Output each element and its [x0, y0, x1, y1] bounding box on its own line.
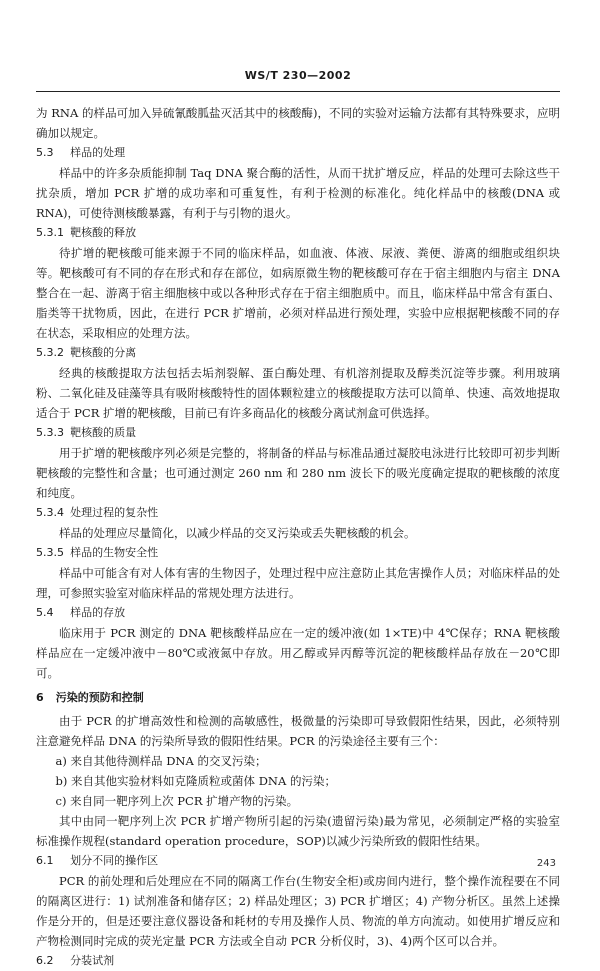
- section-title: 分装试剂: [70, 954, 115, 967]
- section-5-3-3-heading: [36, 423, 560, 443]
- section-title: 靶核酸的质量: [70, 426, 137, 439]
- section-title: 处理过程的复杂性: [70, 506, 159, 519]
- intro-paragraph: 为 RNA 的样品可加入异硫氰酸胍盐灭活其中的核酸酶)，不同的实验对运输方法都有其特殊要求，应明确加以规定。: [36, 106, 560, 140]
- section-5-3-1-heading: [36, 223, 560, 243]
- section-title: 靶核酸的分离: [70, 346, 137, 359]
- section-number: 5.3.2: [36, 346, 64, 359]
- section-5-3-4-heading: [36, 503, 560, 523]
- section-6-paragraph-2: 其中由同一靶序列上次 PCR 扩增产物所引起的污染(遗留污染)最为常见，必须制定严格的实验室标准操作规程(standard operation procedure，SOP)以减少污染所致的假阳性结果。: [36, 814, 560, 848]
- section-number: 6.2: [36, 954, 54, 967]
- section-title: 样品的处理: [70, 146, 126, 159]
- list-item: b) 来自其他实验材料如克隆质粒或菌体 DNA 的污染；: [55, 774, 336, 788]
- section-number: 5.3.4: [36, 506, 64, 519]
- list-item: c) 来自同一靶序列上次 PCR 扩增产物的污染。: [55, 794, 299, 808]
- section-5-3-2-paragraph: 经典的核酸提取方法包括去垢剂裂解、蛋白酶处理、有机溶剂提取及醇类沉淀等步骤。利用玻璃粉、二氧化硅及硅藻等具有吸附核酸特性的固体颗粒建立的核酸提取方法可以简单、快速、高效地提取适合于 PCR 扩增的靶核酸，目前已有许多商品化的核酸分离试剂盒可供选择。: [36, 366, 560, 420]
- section-6-1-heading: [36, 851, 560, 871]
- document-body: [36, 103, 560, 971]
- section-number: 5.3.3: [36, 426, 64, 439]
- list-item: a) 来自其他待测样品 DNA 的交叉污染；: [55, 754, 267, 768]
- section-5-3-5-heading: [36, 543, 560, 563]
- section-5-3-paragraph: 样品中的许多杂质能抑制 Taq DNA 聚合酶的活性，从而干扰扩增反应，样品的处理可去除这些干扰杂质，增加 PCR 扩增的成功率和可重复性，有利于检测的标准化。纯化样品中的核酸(DNA 或 RNA)，可使待测核酸暴露，有利于与引物的退火。: [36, 166, 560, 220]
- section-5-3-2-heading: [36, 343, 560, 363]
- section-number: 5.3.5: [36, 546, 64, 559]
- section-5-3-4-paragraph: 样品的处理应尽量简化，以减少样品的交叉污染或丢失靶核酸的机会。: [59, 526, 416, 540]
- section-number: 6: [36, 691, 44, 704]
- section-6-1-paragraph: PCR 的前处理和后处理应在不同的隔离工作台(生物安全柜)或房间内进行，整个操作流程要在不同的隔离区进行：1) 试剂准备和储存区；2) 样品处理区；3) PCR 扩增区；4) 产物分析区。虽然上述操作是分开的，但是还要注意仪器设备和耗材的专用及操作人员、物流的单方向流动。如使用扩增反应和产物检测同时完成的荧光定量 PCR 方法或全自动 PCR 分析仪时，3)、4)两个区可以合并。: [36, 874, 560, 948]
- standard-code-header: WS/T 230—2002: [244, 69, 352, 82]
- section-title: 污染的预防和控制: [55, 691, 144, 704]
- section-5-3-heading: [36, 143, 560, 163]
- section-number: 5.4: [36, 606, 54, 619]
- page-number: 243: [536, 858, 556, 869]
- header-rule: [36, 91, 560, 92]
- section-5-3-1-paragraph: 待扩增的靶核酸可能来源于不同的临床样品，如血液、体液、尿液、粪便、游离的细胞或组织块等。靶核酸可有不同的存在形式和存在部位，如病原微生物的靶核酸可存在于宿主细胞内与宿主 DNA 整合在一起、游离于宿主细胞核中或以各种形式存在于宿主细胞质中。而且，临床样品中常含有蛋白、脂类等干扰物质，因此，在进行 PCR 扩增前，必须对样品进行预处理，实验中应根据靶核酸不同的存在状态，采取相应的处理方法。: [36, 246, 560, 340]
- section-number: 5.3.1: [36, 226, 64, 239]
- section-5-3-3-paragraph: 用于扩增的靶核酸序列必须是完整的，将制备的样品与标准品通过凝胶电泳进行比较即可初步判断靶核酸的完整性和含量；也可通过测定 260 nm 和 280 nm 波长下的吸光度确定提取的靶核酸的浓度和纯度。: [36, 446, 560, 500]
- document-page: [36, 0, 560, 967]
- section-title: 样品的生物安全性: [70, 546, 159, 559]
- section-number: 6.1: [36, 854, 54, 867]
- section-title: 靶核酸的释放: [70, 226, 137, 239]
- section-5-4-paragraph: 临床用于 PCR 测定的 DNA 靶核酸样品应在一定的缓冲液(如 1×TE)中 4℃保存；RNA 靶核酸样品应在一定缓冲液中－80℃或液氮中存放。用乙醇或异丙醇等沉淀的靶核酸样品存放在－20℃即可。: [36, 626, 560, 680]
- section-5-4-heading: [36, 603, 560, 623]
- section-6-2-heading: [36, 951, 560, 971]
- section-5-3-5-paragraph: 样品中可能含有对人体有害的生物因子，处理过程中应注意防止其危害操作人员；对临床样品的处理，可参照实验室对临床样品的常规处理方法进行。: [36, 566, 560, 600]
- section-6-heading: [36, 688, 560, 708]
- section-number: 5.3: [36, 146, 54, 159]
- section-title: 样品的存放: [70, 606, 126, 619]
- section-6-paragraph: 由于 PCR 的扩增高效性和检测的高敏感性，极微量的污染即可导致假阳性结果，因此，必须特别注意避免样品 DNA 的污染所导致的假阳性结果。PCR 的污染途径主要有三个：: [36, 714, 560, 748]
- section-title: 划分不同的操作区: [70, 854, 159, 867]
